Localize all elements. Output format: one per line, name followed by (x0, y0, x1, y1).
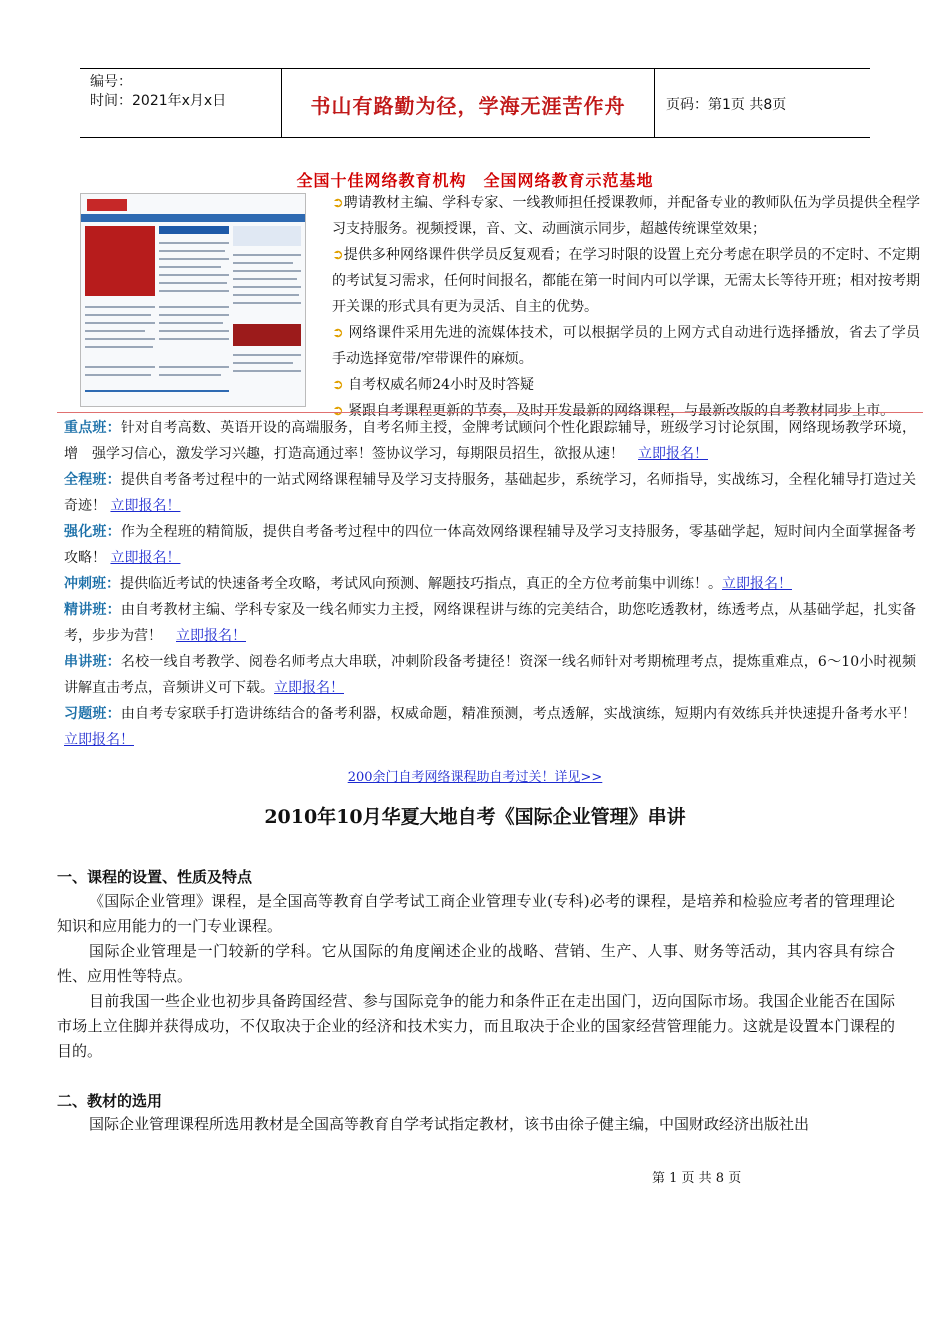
promo-title: 全国十佳网络教育机构 全国网络教育示范基地 (296, 171, 654, 190)
paragraph: 国际企业管理是一门较新的学科。它从国际的角度阐述企业的战略、营销、生产、人事、财务等活动，其内容具有综合性、应用性等特点。 (57, 942, 895, 985)
class-item: 全程班：提供自考备考过程中的一站式网络课程辅导及学习支持服务，基础起步，系统学习，名师指导，实战练习，全程化辅导打造过关奇迹！ 立即报名！ (64, 472, 917, 514)
site-ad (233, 324, 301, 346)
promo-bullet: ➲ 紧跟自考课程更新的节奏，及时开发最新的网络课程，与最新改版的自考教材同步上市。 (332, 403, 895, 419)
site-banner (85, 226, 155, 296)
class-name: 冲刺班： (64, 576, 120, 592)
paragraph: 国际企业管理课程所选用教材是全国高等教育自学考试指定教材，该书由徐子健主编，中国财政经济出版社出 (89, 1115, 810, 1133)
header-motto-cell (281, 69, 655, 137)
hook-arrow-icon: ➲ (332, 377, 344, 393)
section-body (57, 889, 895, 1064)
website-screenshot-image (80, 193, 306, 407)
hook-arrow-icon: ➲ (332, 195, 344, 211)
signup-link[interactable]: 立即报名！ (64, 732, 134, 748)
number-label: 编号： (90, 74, 132, 90)
site-banner-strip (159, 226, 229, 234)
signup-link[interactable]: 立即报名！ (274, 680, 344, 696)
hook-arrow-icon: ➲ (332, 403, 344, 419)
class-list (64, 415, 916, 753)
section-heading: 二、教材的选用 (57, 1092, 163, 1110)
header-left-cell (80, 69, 280, 137)
signup-link[interactable]: 立即报名！ (110, 498, 181, 514)
class-name: 习题班： (64, 706, 121, 722)
paragraph: 《国际企业管理》课程，是全国高等教育自学考试工商企业管理专业(专科)必考的课程，是培养和检验应考者的管理理论知识和应用能力的一门专业课程。 (57, 892, 895, 935)
document-header (80, 68, 870, 138)
page-footer: 第 1 页 共 8 页 (652, 1171, 742, 1186)
class-item: 重点班：针对自考高数、英语开设的高端服务，自考名师主授，金牌考试顾问个性化跟踪辅导，班级学习讨论氛围，网络现场教学环境，增 强学习信心，激发学习兴趣，打造高通过率！签协议学习，每期限员招生，欲报从速！ 立即报名！ (64, 420, 917, 462)
more-courses-row (0, 766, 950, 785)
more-courses-link[interactable]: 200余门自考网络课程助自考过关！详见>> (347, 770, 603, 785)
promo-bullet: ➲提供多种网络课件供学员反复观看；在学习时限的设置上充分考虑在职学员的不定时、不定期的考试复习需求，任何时间报名，都能在第一时间内可以学课，无需太长等待开班；相对按考期开关课的形式具有更为灵活、自主的优势。 (332, 247, 920, 315)
signup-link[interactable]: 立即报名！ (722, 576, 792, 592)
signup-link[interactable]: 立即报名！ (176, 628, 246, 644)
promo-bullet: ➲ 自考权威名师24小时及时答疑 (332, 377, 534, 393)
class-name: 强化班： (64, 524, 121, 540)
hook-arrow-icon: ➲ (332, 325, 344, 341)
section-body (57, 1112, 895, 1137)
class-item: 冲刺班：提供临近考试的快速备考全攻略，考试风向预测、解题技巧指点，真正的全方位考前集中训练！。立即报名！ (64, 576, 792, 592)
class-item: 串讲班：名校一线自考教学、阅卷名师考点大串联，冲刺阶段备考捷径！资深一线名师针对考期梳理考点，提炼重难点，6～10小时视频讲解直击考点，音频讲义可下载。立即报名！ (64, 654, 917, 696)
page-info: 页码：第1页 共8页 (666, 97, 787, 113)
class-name: 重点班： (64, 420, 121, 436)
class-name: 精讲班： (64, 602, 121, 618)
class-name: 串讲班： (64, 654, 121, 670)
class-name: 全程班： (64, 472, 121, 488)
promo-bullet: ➲ 网络课件采用先进的流媒体技术，可以根据学员的上网方式自动进行选择播放，省去了学员手动选择宽带/窄带课件的麻烦。 (332, 325, 920, 367)
class-item: 习题班：由自考专家联手打造讲练结合的备考利器，权威命题，精准预测，考点透解，实战演练，短期内有效练兵并快速提升备考水平！立即报名！ (64, 706, 917, 748)
signup-link[interactable]: 立即报名！ (110, 550, 181, 566)
promo-bullets (332, 190, 920, 424)
hook-arrow-icon: ➲ (332, 247, 344, 263)
section-heading: 一、课程的设置、性质及特点 (57, 868, 253, 886)
site-side-box (233, 226, 301, 246)
promo-bullet: ➲聘请教材主编、学科专家、一线教师担任授课教师，并配备专业的教师队伍为学员提供全程学习支持服务。视频授课，音、文、动画演示同步，超越传统课堂效果； (332, 195, 920, 237)
signup-link[interactable]: 立即报名！ (638, 446, 708, 462)
class-item: 强化班：作为全程班的精简版，提供自考备考过程中的四位一体高效网络课程辅导及学习支持服务，零基础学起，短时间内全面掌握备考攻略！ 立即报名！ (64, 524, 917, 566)
motto: 书山有路勤为径，学海无涯苦作舟 (310, 94, 626, 118)
paragraph: 目前我国一些企业也初步具备跨国经营、参与国际竞争的能力和条件正在走出国门，迈向国际市场。我国企业能否在国际市场上立住脚并获得成功，不仅取决于企业的经济和技术实力，而且取决于企业的国家经营管理能力。这就是设置本门课程的目的。 (57, 992, 895, 1060)
time-label: 时间：2021年x月x日 (90, 93, 227, 109)
divider-line (57, 412, 923, 413)
article-title: 2010年10月华夏大地自考《国际企业管理》串讲 (264, 806, 686, 828)
class-item: 精讲班：由自考教材主编、学科专家及一线名师实力主授，网络课程讲与练的完美结合，助您吃透教材，练透考点，从基础学起，扎实备考，步步为营！ 立即报名！ (64, 602, 917, 644)
site-navbar (81, 214, 305, 222)
header-page-cell (654, 69, 870, 137)
site-logo (87, 199, 127, 211)
